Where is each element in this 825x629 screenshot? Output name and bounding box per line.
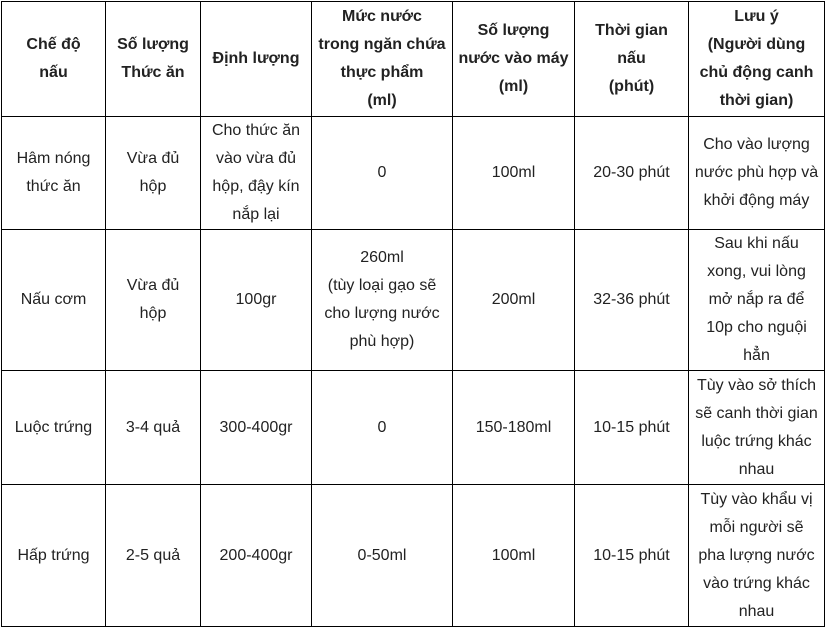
table-row: [2, 485, 825, 627]
cell-notes: Tùy vào khẩu vị mỗi người sẽ pha lượng nước vào trứng khác nhau: [689, 485, 825, 627]
cell-water-level-food-tray: 0: [312, 117, 453, 230]
cell-food-quantity: Vừa đủ hộp: [106, 117, 201, 230]
cell-water-into-machine: 100ml: [453, 117, 575, 230]
header-amount: Định lượng: [201, 2, 312, 117]
cooking-modes-table: [1, 1, 825, 627]
cell-cooking-time: 10-15 phút: [575, 371, 689, 485]
cell-water-level-food-tray: 260ml (tùy loại gạo sẽ cho lượng nước phù hợp): [312, 230, 453, 371]
cell-cooking-time: 32-36 phút: [575, 230, 689, 371]
header-cooking-mode: Chế độ nấu: [2, 2, 106, 117]
cell-water-into-machine: 150-180ml: [453, 371, 575, 485]
header-food-quantity: Số lượng Thức ăn: [106, 2, 201, 117]
cell-amount: 300-400gr: [201, 371, 312, 485]
cell-cooking-mode: Hấp trứng: [2, 485, 106, 627]
cell-water-level-food-tray: 0-50ml: [312, 485, 453, 627]
cell-notes: Sau khi nấu xong, vui lòng mở nắp ra để 10p cho nguội hẳn: [689, 230, 825, 371]
cell-food-quantity: Vừa đủ hộp: [106, 230, 201, 371]
cell-food-quantity: 3-4 quả: [106, 371, 201, 485]
header-notes: Lưu ý (Người dùng chủ động canh thời gian): [689, 2, 825, 117]
cell-cooking-time: 20-30 phút: [575, 117, 689, 230]
table-row: [2, 371, 825, 485]
table-row: [2, 230, 825, 371]
cell-notes: Tùy vào sở thích sẽ canh thời gian luộc trứng khác nhau: [689, 371, 825, 485]
cell-amount: 100gr: [201, 230, 312, 371]
cell-cooking-mode: Nấu cơm: [2, 230, 106, 371]
header-cooking-time: Thời gian nấu (phút): [575, 2, 689, 117]
cell-amount: 200-400gr: [201, 485, 312, 627]
cell-cooking-time: 10-15 phút: [575, 485, 689, 627]
header-water-into-machine: Số lượng nước vào máy (ml): [453, 2, 575, 117]
cell-water-level-food-tray: 0: [312, 371, 453, 485]
cell-notes: Cho vào lượng nước phù hợp và khởi động máy: [689, 117, 825, 230]
cell-food-quantity: 2-5 quả: [106, 485, 201, 627]
cell-amount: Cho thức ăn vào vừa đủ hộp, đậy kín nắp lại: [201, 117, 312, 230]
table-header-row: [2, 2, 825, 117]
header-water-level-food-tray: Mức nước trong ngăn chứa thực phẩm (ml): [312, 2, 453, 117]
cell-water-into-machine: 100ml: [453, 485, 575, 627]
cell-cooking-mode: Hâm nóng thức ăn: [2, 117, 106, 230]
cell-cooking-mode: Luộc trứng: [2, 371, 106, 485]
table-row: [2, 117, 825, 230]
cell-water-into-machine: 200ml: [453, 230, 575, 371]
